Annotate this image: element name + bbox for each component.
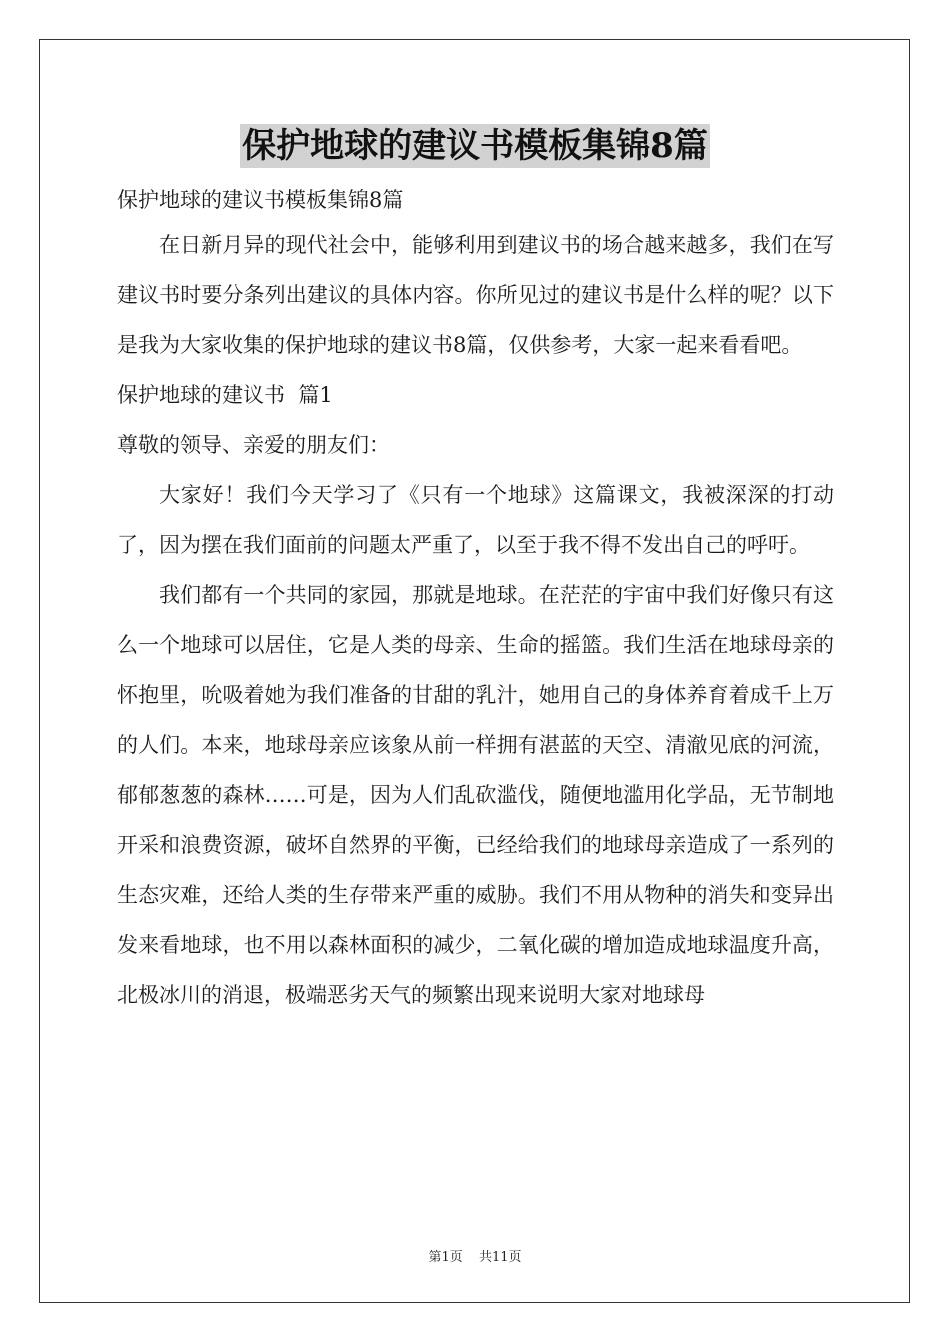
page-footer [0,1246,950,1265]
page-number: 第1页 [428,1250,463,1265]
page-total: 共11页 [478,1250,522,1265]
title-container [0,124,950,168]
document-body [117,180,834,1020]
salutation: 尊敬的领导、亲爱的朋友们： [117,433,390,457]
intro-paragraph: 在日新月异的现代社会中，能够利用到建议书的场合越来越多，我们在写建议书时要分条列出建议的具体内容。你所见过的建议书是什么样的呢？以下是我为大家收集的保护地球的建议书8篇，仅供参考，大家一起来看看吧。 [117,233,834,357]
document-title: 保护地球的建议书模板集锦8篇 [242,126,708,166]
body-paragraph-2: 我们都有一个共同的家园，那就是地球。在茫茫的宇宙中我们好像只有这么一个地球可以居住，它是人类的母亲、生命的摇篮。我们生活在地球母亲的怀抱里，吮吸着她为我们准备的甘甜的乳汁，她用自己的身体养育着成千上万的人们。本来，地球母亲应该象从前一样拥有湛蓝的天空、清澈见底的河流，郁郁葱葱的森林……可是，因为人们乱砍滥伐，随便地滥用化学品，无节制地开采和浪费资源，破坏自然界的平衡，已经给我们的地球母亲造成了一系列的生态灾难，还给人类的生存带来严重的威胁。我们不用从物种的消失和变异出发来看地球，也不用以森林面积的减少，二氧化碳的增加造成地球温度升高，北极冰川的消退，极端恶劣天气的频繁出现来说明大家对地球母 [117,583,834,1007]
section-heading: 保护地球的建议书 篇1 [117,383,333,407]
body-paragraph-1: 大家好！我们今天学习了《只有一个地球》这篇课文，我被深深的打动了，因为摆在我们面前的问题太严重了，以至于我不得不发出自己的呼吁。 [117,483,834,557]
document-subtitle: 保护地球的建议书模板集锦8篇 [117,188,404,212]
